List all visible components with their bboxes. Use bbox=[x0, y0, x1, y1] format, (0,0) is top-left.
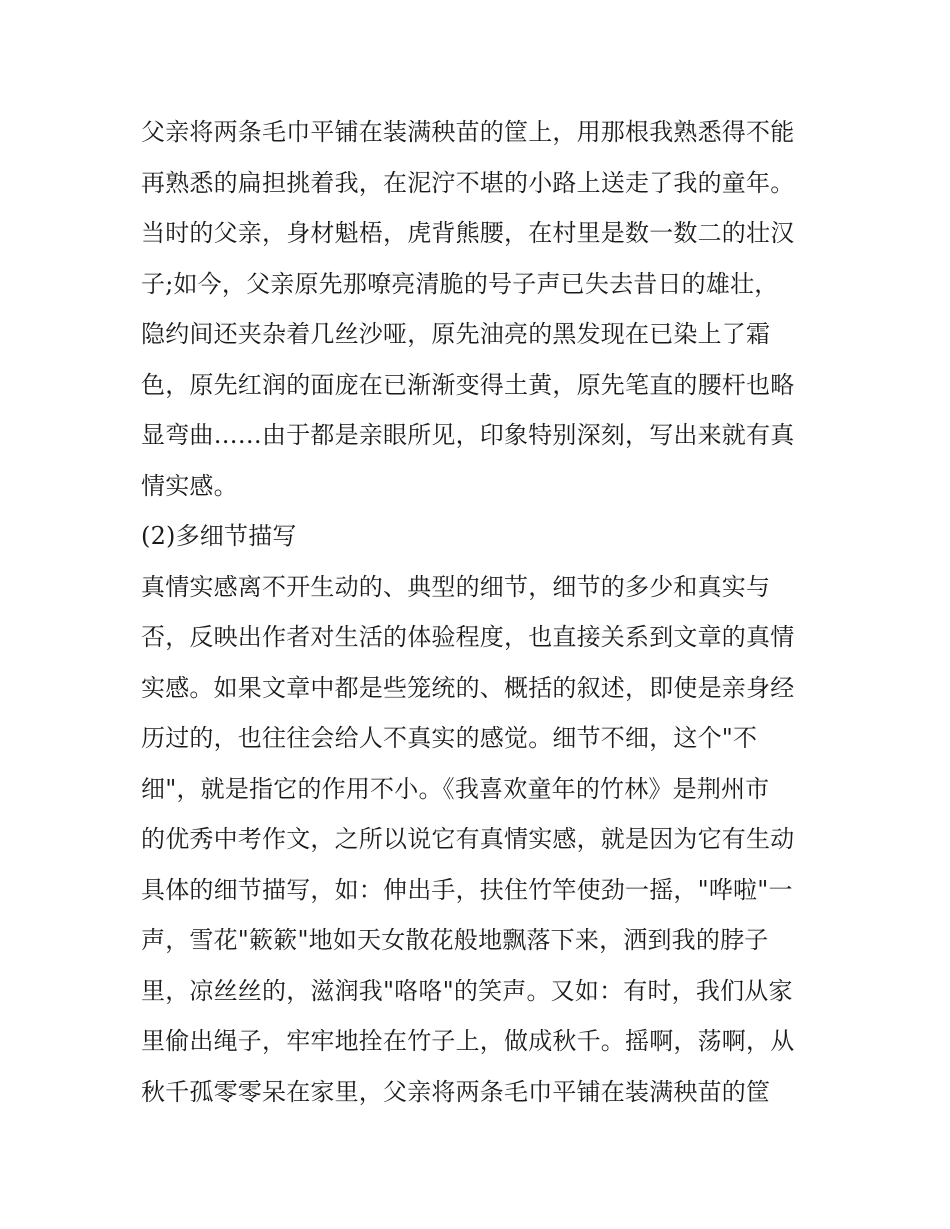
text-line: 再熟悉的扁担挑着我，在泥泞不堪的小路上送走了我的童年。 bbox=[141, 168, 795, 197]
text-line: 色，原先红润的面庞在已渐渐变得土黄，原先笔直的腰杆也略 bbox=[141, 370, 795, 399]
text-line: 里，凉丝丝的，滋润我"咯咯"的笑声。又如：有时，我们从家 bbox=[141, 976, 793, 1005]
document-body bbox=[141, 107, 831, 1117]
text-line: 秋千孤零零呆在家里，父亲将两条毛巾平铺在装满秧苗的筐 bbox=[141, 1077, 771, 1106]
text-line: 显弯曲……由于都是亲眼所见，印象特别深刻，写出来就有真 bbox=[141, 421, 795, 449]
text-line: 历过的，也往往会给人不真实的感觉。细节不细，这个"不 bbox=[141, 724, 758, 752]
text-line: 隐约间还夹杂着几丝沙哑，原先油亮的黑发现在已染上了霜 bbox=[141, 320, 771, 348]
text-line: 子;如今，父亲原先那嘹亮清脆的号子声已失去昔日的雄壮， bbox=[141, 269, 779, 298]
text-line: 情实感。 bbox=[141, 471, 238, 500]
text-line: 具体的细节描写，如：伸出手，扶住竹竿使劲一摇，"哗啦"一 bbox=[141, 875, 793, 904]
text-line: 细"，就是指它的作用不小。《我喜欢童年的竹林》是荆州市 bbox=[141, 774, 770, 803]
text-line: 实感。如果文章中都是些笼统的、概括的叙述，即使是亲身经 bbox=[141, 673, 795, 702]
section-heading: (2)多细节描写 bbox=[141, 522, 297, 550]
text-line: 否，反映出作者对生活的体验程度，也直接关系到文章的真情 bbox=[141, 623, 795, 651]
text-line: 声，雪花"簌簌"地如天女散花般地飘落下来，洒到我的脖子 bbox=[141, 926, 769, 954]
text-line: 父亲将两条毛巾平铺在装满秧苗的筐上，用那根我熟悉得不能 bbox=[141, 118, 795, 146]
text-line: 当时的父亲，身材魁梧，虎背熊腰，在村里是数一数二的壮汉 bbox=[141, 219, 795, 247]
text-line: 里偷出绳子，牢牢地拴在竹子上，做成秋千。摇啊，荡啊，从 bbox=[141, 1027, 795, 1055]
text-line: 的优秀中考作文，之所以说它有真情实感，就是因为它有生动 bbox=[141, 825, 795, 853]
text-line: 真情实感离不开生动的、典型的细节，细节的多少和真实与 bbox=[141, 572, 771, 601]
